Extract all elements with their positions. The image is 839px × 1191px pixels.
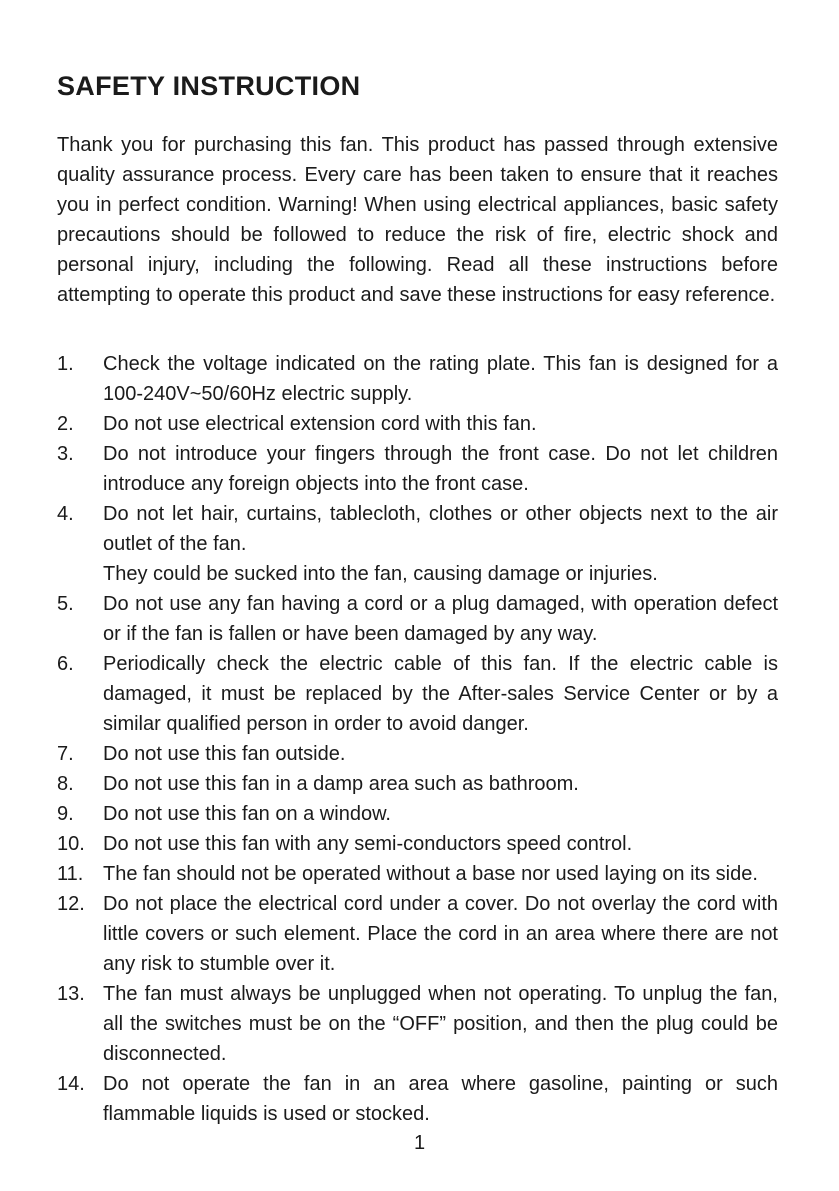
- list-item-text: Do not use any fan having a cord or a plug damaged, with operation defect or if the fan is fallen or have been damaged by any way.: [103, 593, 778, 645]
- page-content: [57, 70, 778, 1129]
- list-item-number: 9.: [57, 803, 74, 825]
- list-item-text: Do not operate the fan in an area where gasoline, painting or such flammable liquids is used or stocked.: [103, 1073, 778, 1125]
- list-item-text: Do not use electrical extension cord with this fan.: [103, 413, 537, 435]
- list-item-text: Do not introduce your fingers through the front case. Do not let children introduce any foreign objects into the front case.: [103, 443, 778, 495]
- list-item-text: Do not use this fan on a window.: [103, 803, 391, 825]
- page-number: 1: [413, 1132, 426, 1154]
- list-item: [57, 1069, 778, 1129]
- list-item-number: 4.: [57, 503, 74, 525]
- list-item-text-group: [103, 499, 778, 589]
- list-item-text: Do not use this fan outside.: [103, 743, 346, 765]
- list-item-number: 2.: [57, 413, 74, 435]
- list-item-text: The fan must always be unplugged when not operating. To unplug the fan, all the switches must be on the “OFF” position, and then the plug could be disconnected.: [103, 983, 778, 1065]
- list-item-number: 1.: [57, 353, 74, 375]
- list-item: [57, 499, 778, 589]
- list-item-number: 14.: [57, 1073, 85, 1095]
- list-item-number: 6.: [57, 653, 74, 675]
- list-item-text: The fan should not be operated without a base nor used laying on its side.: [103, 863, 758, 885]
- list-item-text: Check the voltage indicated on the rating plate. This fan is designed for a 100-240V~50/60Hz electric supply.: [103, 353, 778, 405]
- list-item: [57, 439, 778, 499]
- list-item-text: Do not use this fan in a damp area such as bathroom.: [103, 773, 579, 795]
- list-item-number: 3.: [57, 443, 74, 465]
- list-item: [57, 409, 778, 439]
- list-item-text: Do not place the electrical cord under a cover. Do not overlay the cord with little covers or such element. Place the cord in an area where there are not any risk to stumble over it.: [103, 893, 778, 975]
- list-item-number: 10.: [57, 833, 85, 855]
- list-item: [57, 769, 778, 799]
- list-item: [57, 979, 778, 1069]
- list-item: [57, 589, 778, 649]
- list-item: [57, 889, 778, 979]
- safety-list: [57, 349, 778, 1129]
- list-item-number: 5.: [57, 593, 74, 615]
- list-item-text: Do not let hair, curtains, tablecloth, clothes or other objects next to the air outlet of the fan.: [103, 503, 778, 555]
- list-item-number: 8.: [57, 773, 74, 795]
- list-item-number: 12.: [57, 893, 85, 915]
- intro-paragraph: Thank you for purchasing this fan. This product has passed through extensive quality assurance process. Every care has been taken to ensure that it reaches you in perfect condition. Warning! When using electrical appliances, basic safety precautions should be followed to reduce the risk of fire, electric shock and personal injury, including the following. Read all these instructions before attempting to operate this product and save these instructions for easy reference.: [57, 134, 778, 306]
- list-item: [57, 649, 778, 739]
- list-item: [57, 349, 778, 409]
- list-item: [57, 829, 778, 859]
- list-item: [57, 859, 778, 889]
- page-title: SAFETY INSTRUCTION: [57, 71, 361, 101]
- list-item-text: Do not use this fan with any semi-conductors speed control.: [103, 833, 633, 855]
- list-item-text-continued: They could be sucked into the fan, causing damage or injuries.: [103, 563, 658, 585]
- list-item: [57, 799, 778, 829]
- list-item-text: Periodically check the electric cable of this fan. If the electric cable is damaged, it must be replaced by the After-sales Service Center or by a similar qualified person in order to avoid danger.: [103, 653, 778, 735]
- list-item-number: 11.: [57, 863, 84, 885]
- list-item: [57, 739, 778, 769]
- list-item-number: 7.: [57, 743, 74, 765]
- list-item-number: 13.: [57, 983, 85, 1005]
